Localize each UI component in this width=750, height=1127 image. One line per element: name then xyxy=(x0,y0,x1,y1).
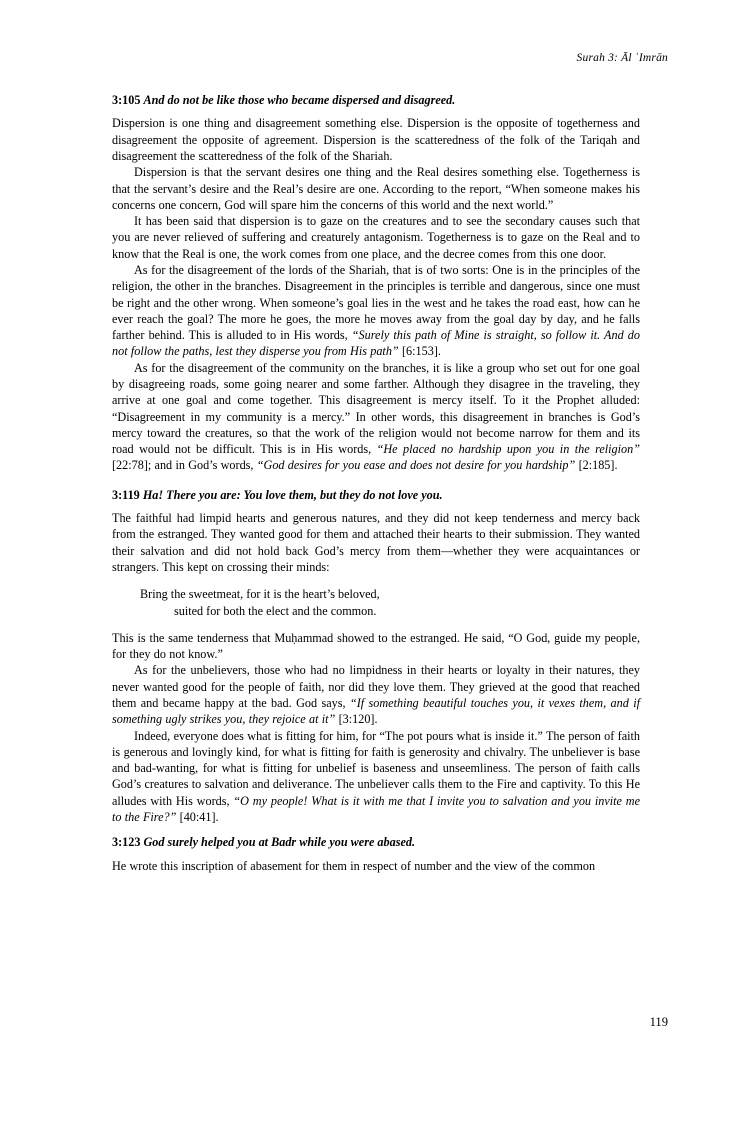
quran-quote: “He placed no hardship upon you in the religion” xyxy=(376,442,640,457)
quran-quote: “God desires for you ease and does not desire for you hardship” xyxy=(256,458,576,473)
poem-line: suited for both the elect and the common. xyxy=(174,603,377,618)
quran-citation: [2:185]. xyxy=(575,458,618,473)
paragraph-text: As for the unbelievers, those who had no limpidness in their hearts or loyalty in their natures, they never wanted good for the people of faith, nor did they love them. They grieved at the good that reached them and became happy at the bad. God says, xyxy=(112,663,640,710)
page-number: 119 xyxy=(649,1015,668,1029)
paragraph: He wrote this inscription of abasement for them in respect of number and the view of the common xyxy=(112,858,596,873)
quran-citation: [6:153]. xyxy=(398,344,441,359)
paragraph xyxy=(112,262,640,360)
paragraph: This is the same tenderness that Muḥammad showed to the estranged. He said, “O God, guide my people, for they do not know.” xyxy=(112,630,640,662)
verse-heading-3-123 xyxy=(112,834,640,850)
paragraph-text: As for the disagreement of the lords of the Shariah, that is of two sorts: One is in the principles of the religion, the other in the branches. Disagreement in the principles is terrible and dangerous, since one must be right and the other wrong. When someone’s goal lies in the west and he takes the road east, how can he ever reach the goal? The more he goes, the more he moves away from the goal day by day, and he falls farther behind. This is alluded to in His words, xyxy=(112,263,640,343)
verse-heading-3-105 xyxy=(112,92,640,108)
verse-ref: 3:123 xyxy=(112,835,141,850)
quran-quote: “O my people! What is it with me that I invite you to salvation and you invite me to the Fire?” xyxy=(112,793,640,824)
paragraph xyxy=(112,360,640,474)
poem-line: Bring the sweetmeat, for it is the heart’s beloved, xyxy=(140,587,380,602)
verse-text: God surely helped you at Badr while you were abased. xyxy=(143,835,415,850)
section-spacer xyxy=(112,825,640,834)
section-spacer xyxy=(112,474,640,487)
quran-citation: [40:41]. xyxy=(176,809,219,824)
paragraph: The faithful had limpid hearts and generous natures, and they did not keep tenderness and mercy back from the estranged. They wanted good for them and attached their hearts to their submission. They wanted their salvation and did not hold back God’s mercy from them—whether they were acquaintances or strangers. This kept on crossing their minds: xyxy=(112,511,640,574)
verse-ref: 3:119 xyxy=(112,487,140,502)
verse-text: Ha! There you are: You love them, but they do not love you. xyxy=(142,487,443,502)
paragraph: Dispersion is one thing and disagreement something else. Dispersion is the opposite of togetherness and disagreement the opposite of agreement. Dispersion is the scatteredness of the folk of the Tariqah and disagreement the scatteredness of the folk of the Shariah. xyxy=(112,116,640,164)
verse-ref: 3:105 xyxy=(112,93,141,107)
paragraph-text: As for the disagreement of the community on the branches, it is like a group who set out for one goal by disagreeing roads, some going nearer and some farther. Although they disagree in the traveling, they arrive at one goal and come together. This disagreement is mercy itself. To it the Prophet alluded: “Disagreement in my community is a mercy.” In other words, this disagreement in branches is God’s mercy toward the creatures, so that the work of the religion would not become narrow for them and its road would not be difficult. This is in His words, xyxy=(112,360,640,457)
paragraph-text: Indeed, everyone does what is fitting for him, for “The pot pours what is inside it.” The person of faith is generous and lovingly kind, for what is fitting for faith is generosity and chivalry. The unbeliever is base and bad-wanting, for what is fitting for unbelief is baseness and unseemliness. The person of faith calls God’s creatures to salvation and deliverance. The unbeliever calls them to the Fire and captivity. To this He alludes with His words, xyxy=(112,728,640,808)
page-content xyxy=(112,92,640,874)
quran-citation: [3:120]. xyxy=(335,712,378,727)
quran-citation: [22:78]; and in God’s words, xyxy=(112,458,257,473)
running-head: Surah 3: Āl ʿImrān xyxy=(576,52,668,64)
quran-quote: “If something beautiful touches you, it vexes them, and if something ugly strikes you, they rejoice at it” xyxy=(112,695,640,727)
poem-block xyxy=(112,586,640,619)
paragraph: Dispersion is that the servant desires one thing and the Real desires something else. Togetherness is that the servant’s desire and the Real’s desire are one. According to the report, “When someone makes his concerns one concern, God will spare him the concerns of this world and the next world.” xyxy=(112,165,640,212)
paragraph xyxy=(112,662,640,727)
verse-heading-3-119 xyxy=(112,487,640,503)
paragraph xyxy=(112,728,640,826)
verse-text: And do not be like those who became dispersed and disagreed. xyxy=(143,93,456,107)
paragraph: It has been said that dispersion is to gaze on the creatures and to see the secondary causes such that you are never relieved of suffering and creaturely antagonism. Togetherness is to gaze on the Real and to know that the Real is one, the work comes from one place, and the decree comes from this one door. xyxy=(112,214,640,261)
quran-quote: “Surely this path of Mine is straight, so follow it. And do not follow the paths, lest they disperse you from His path” xyxy=(112,328,640,359)
